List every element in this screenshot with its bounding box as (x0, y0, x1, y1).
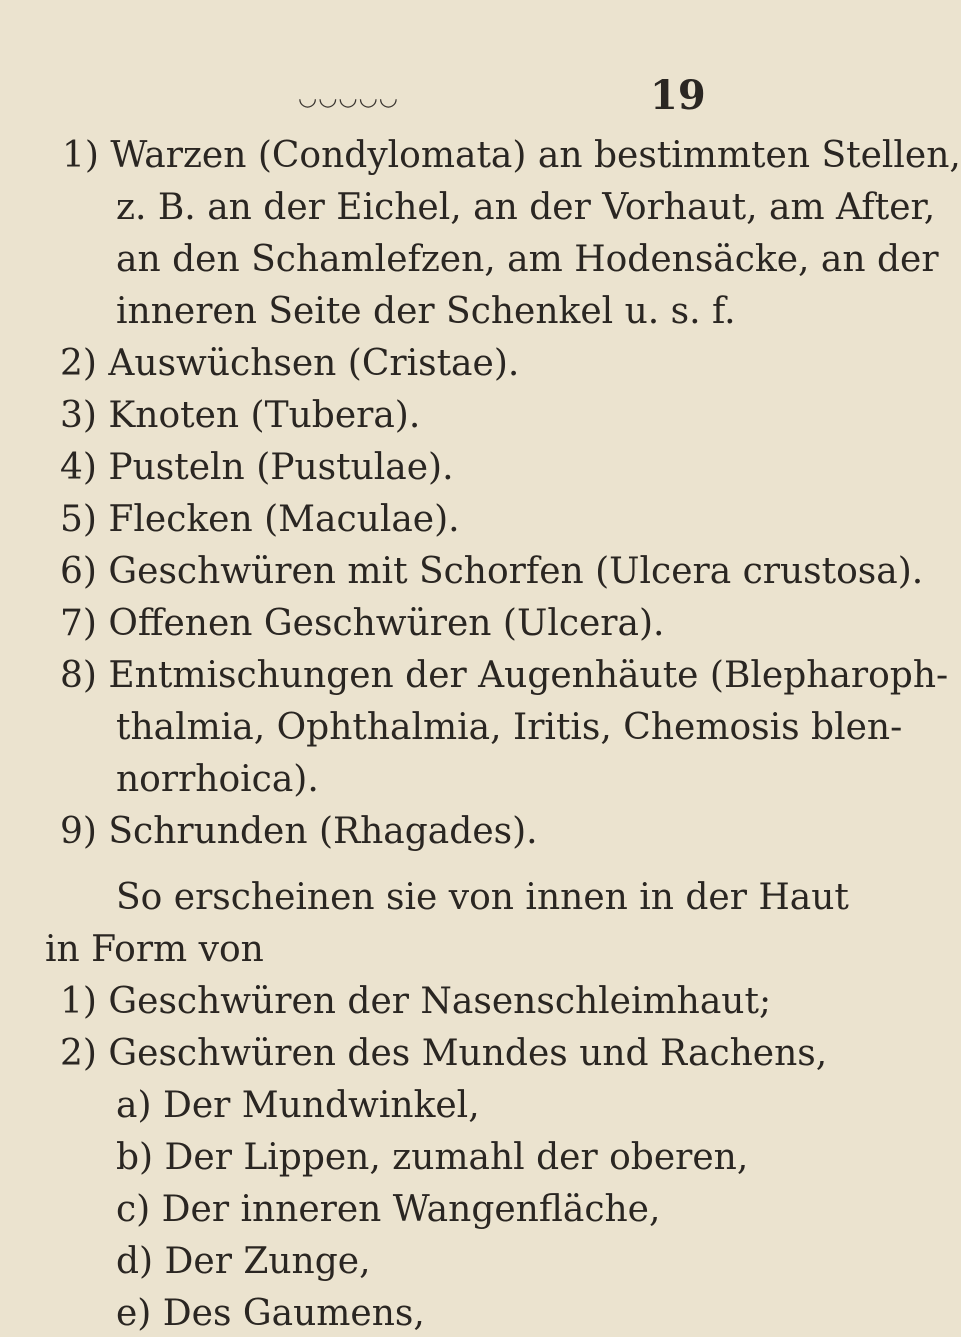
text-line: 1) Warzen (Condylomata) an bestimmten Stellen, (62, 135, 961, 176)
text-line: b) Der Lippen, zumahl der oberen, (116, 1137, 749, 1178)
header-ornament: ◡◡◡◡◡ (298, 86, 399, 111)
text-line: thalmia, Ophthalmia, Iritis, Chemosis blen- (116, 707, 903, 748)
text-line: c) Der inneren Wangenfläche, (116, 1189, 661, 1230)
text-line: in Form von (45, 929, 264, 970)
text-line: So erscheinen sie von innen in der Haut (116, 877, 849, 918)
text-line: 9) Schrunden (Rhagades). (60, 811, 538, 852)
text-line: a) Der Mundwinkel, (116, 1085, 480, 1126)
text-line: 2) Geschwüren des Mundes und Rachens, (60, 1033, 828, 1074)
text-line: 5) Flecken (Maculae). (60, 499, 460, 540)
text-line: z. B. an der Eichel, an der Vorhaut, am After, (116, 187, 936, 228)
text-line: 8) Entmischungen der Augenhäute (Blepharoph- (60, 655, 949, 696)
text-line: 6) Geschwüren mit Schorfen (Ulcera crustosa). (60, 551, 924, 592)
text-line: 1) Geschwüren der Nasenschleimhaut; (60, 981, 772, 1022)
text-line: norrhoica). (116, 759, 319, 800)
text-line: 3) Knoten (Tubera). (60, 395, 421, 436)
text-line: d) Der Zunge, (116, 1241, 371, 1282)
text-line: 2) Auswüchsen (Cristae). (60, 343, 520, 384)
text-line: 7) Offenen Geschwüren (Ulcera). (60, 603, 665, 644)
text-line: e) Des Gaumens, (116, 1293, 425, 1334)
text-line: an den Schamlefzen, am Hodensäcke, an der (116, 239, 939, 280)
page-number: 19 (650, 72, 706, 119)
text-line: inneren Seite der Schenkel u. s. f. (116, 291, 736, 332)
text-line: 4) Pusteln (Pustulae). (60, 447, 454, 488)
